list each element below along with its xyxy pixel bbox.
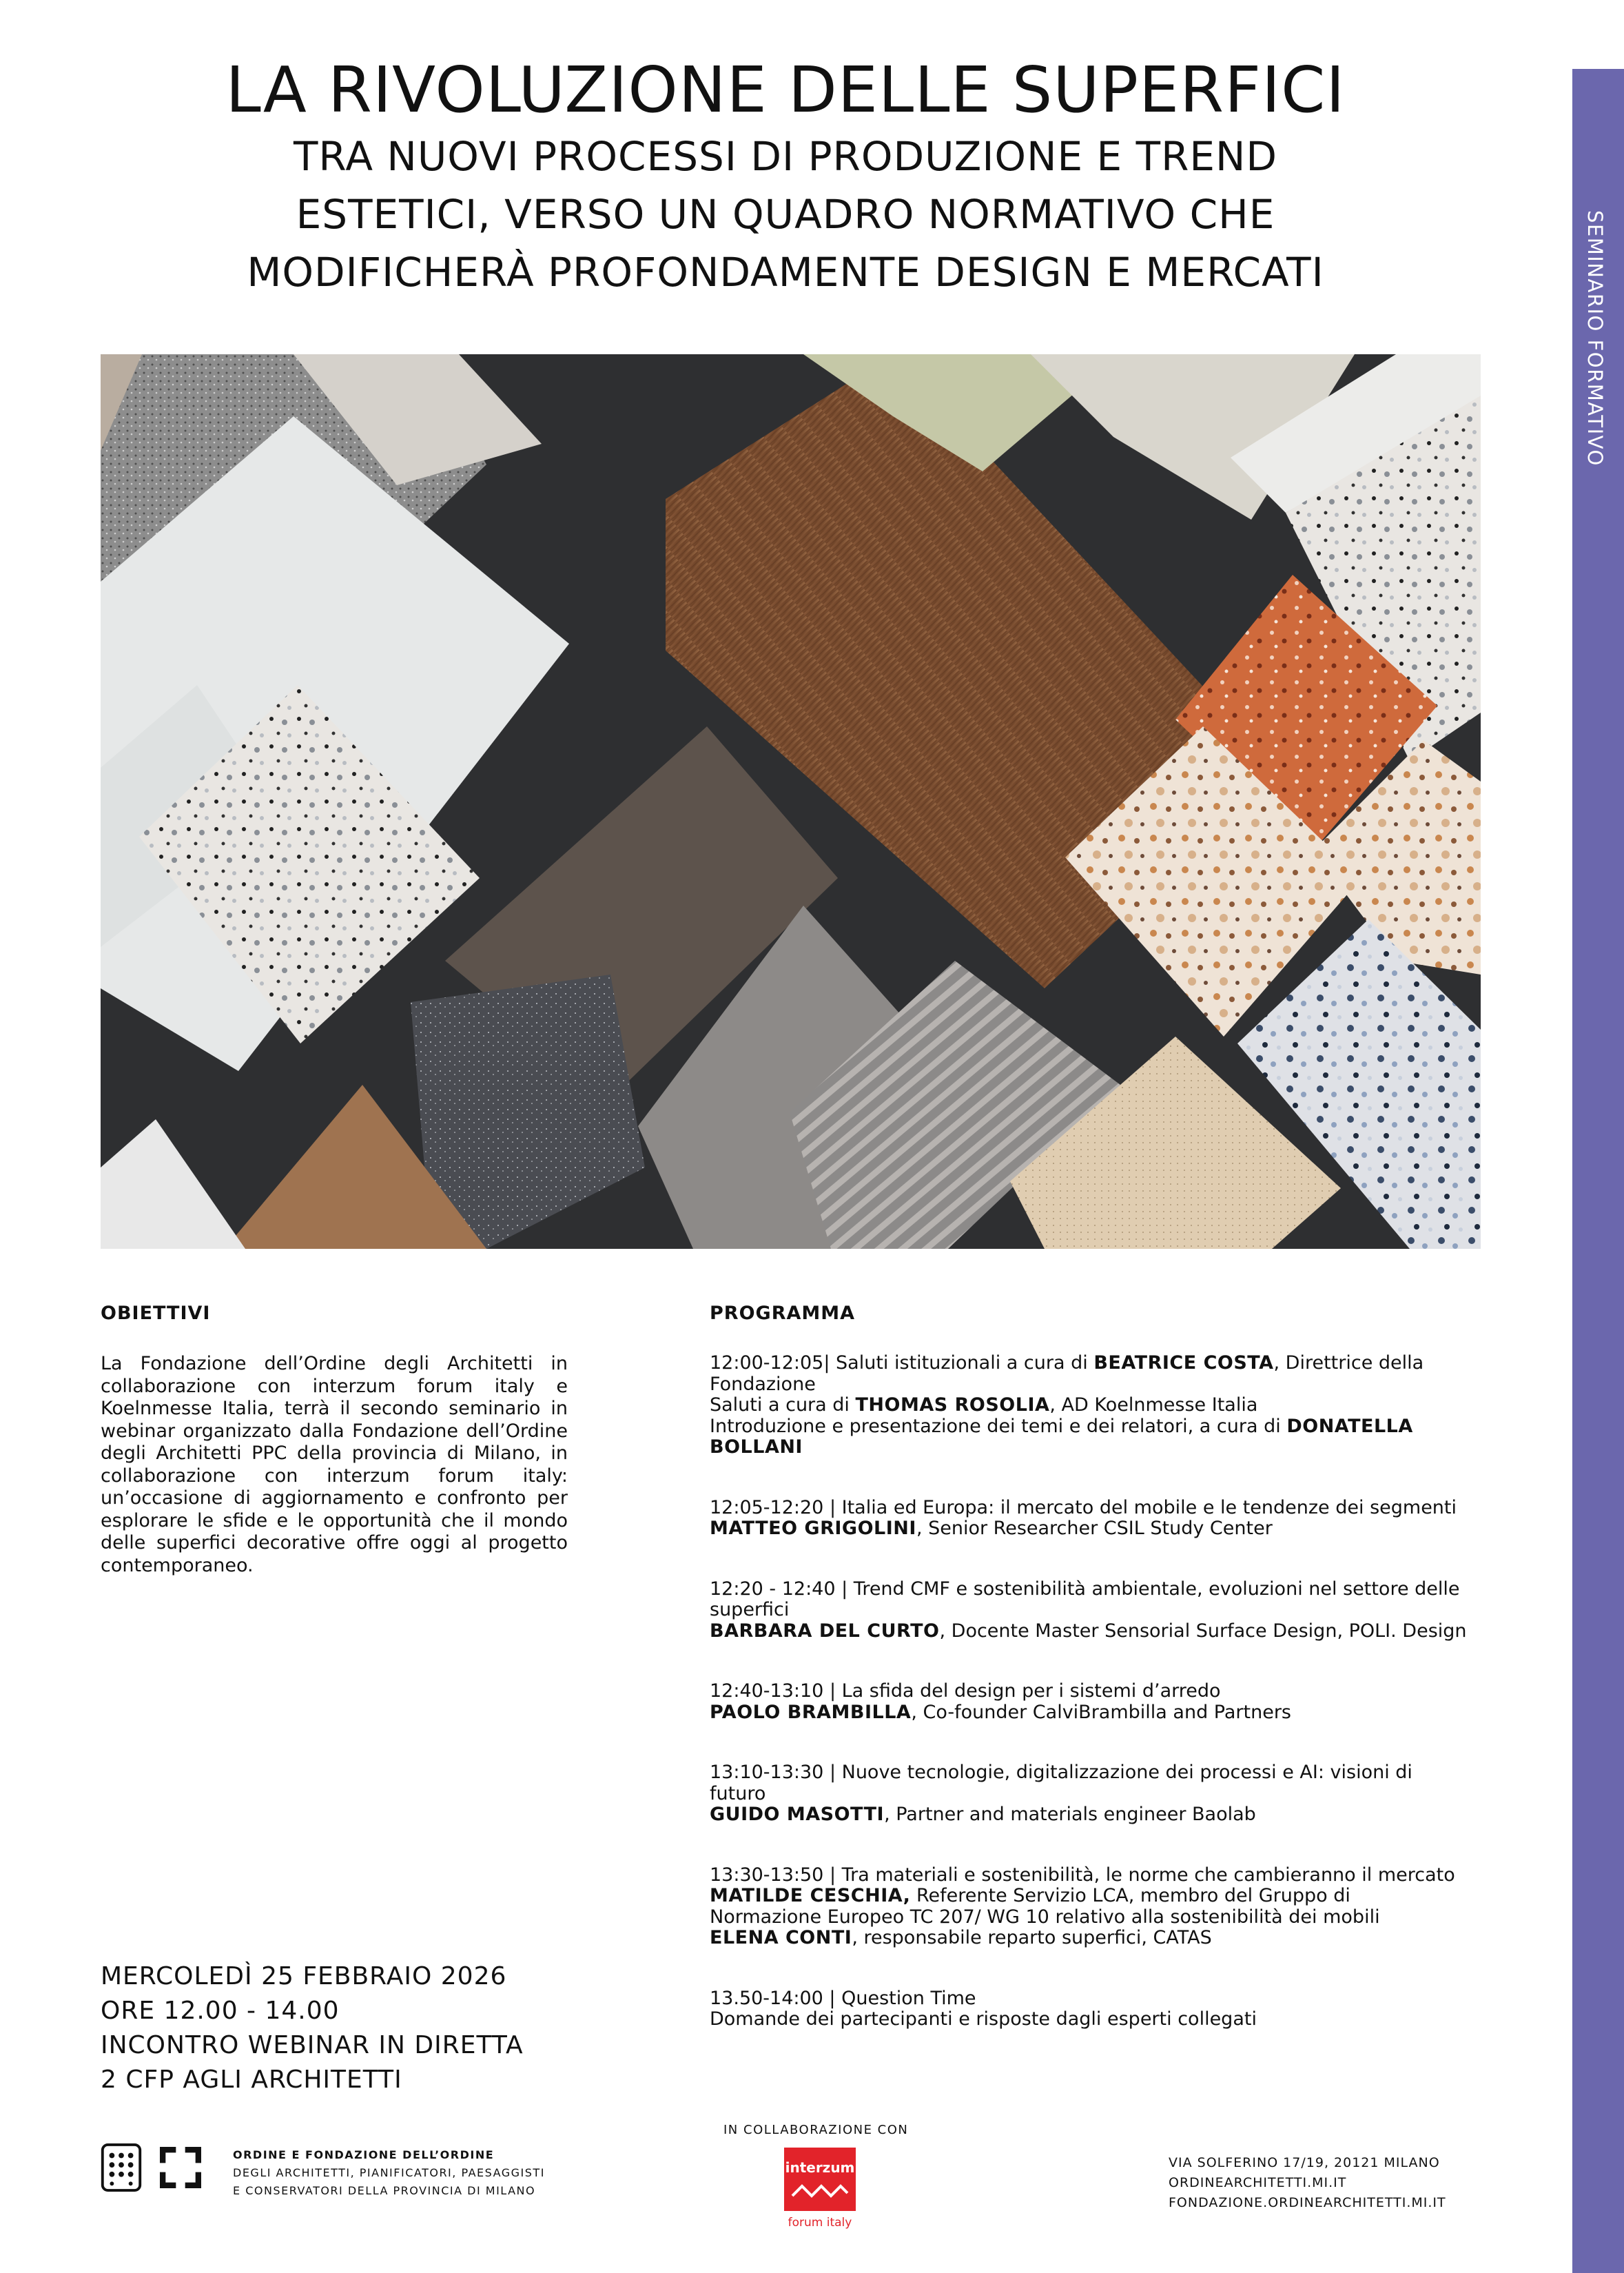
interzum-logo — [784, 2148, 856, 2230]
programme-text: 12:05-12:20 | Italia ed Europa: il mercato del mobile e le tendenze dei segmenti — [710, 1496, 1457, 1518]
organizer-line: DEGLI ARCHITETTI, PIANIFICATORI, PAESAGGISTI — [233, 2166, 545, 2179]
programme-text: , Co-founder CalviBrambilla and Partners — [911, 1701, 1291, 1723]
programme-line — [710, 1416, 1468, 1458]
interzum-logo-text: interzum — [785, 2159, 855, 2176]
collaboration-label: IN COLLABORAZIONE CON — [723, 2123, 909, 2137]
programme-line — [710, 1681, 1468, 1702]
programme-text: Introduzione e presentazione dei temi e dei relatori, a cura di — [710, 1415, 1287, 1437]
programme-text: Domande dei partecipanti e risposte dagli esperti collegati — [710, 2008, 1257, 2030]
programme-text: Saluti a cura di — [710, 1394, 856, 1416]
programme-text: 13.50-14:00 | Question Time — [710, 1987, 976, 2009]
programme-line — [710, 1498, 1468, 1519]
speaker-name: THOMAS ROSOLIA — [855, 1394, 1050, 1416]
programme-text: , responsabile reparto superfici, CATAS — [852, 1927, 1212, 1948]
programme-line — [710, 1395, 1468, 1416]
programme-text: , Direttrice della Fondazione — [710, 1352, 1424, 1395]
programme-item — [710, 1681, 1468, 1723]
programme-heading: PROGRAMMA — [710, 1303, 856, 1324]
programme-text: , Senior Researcher CSIL Study Center — [916, 1518, 1273, 1539]
programme-line — [710, 2009, 1468, 2030]
event-date: MERCOLEDÌ 25 FEBBRAIO 2026 — [101, 1962, 507, 1990]
page-subtitle — [0, 128, 1571, 301]
programme-item — [710, 1579, 1468, 1642]
address-link-ordine[interactable]: ORDINEARCHITETTI.MI.IT — [1169, 2175, 1347, 2190]
speaker-name: BARBARA DEL CURTO — [710, 1620, 940, 1642]
page-title: LA RIVOLUZIONE DELLE SUPERFICI — [225, 53, 1346, 127]
programme-line — [710, 1865, 1468, 1886]
programme-text: , Partner and materials engineer Baolab — [884, 1804, 1256, 1825]
organizer-logo — [101, 2143, 638, 2199]
speaker-name: MATTEO GRIGOLINI — [710, 1518, 916, 1539]
programme-text: 12:20 - 12:40 | Trend CMF e sostenibilità ambientale, evoluzioni nel settore delle superfici — [710, 1578, 1460, 1620]
materials-photo — [101, 354, 1481, 1249]
programme-line — [710, 1886, 1468, 1928]
programme-line — [710, 1928, 1468, 1949]
side-band — [1572, 69, 1624, 2273]
programme-text: 13:10-13:30 | Nuove tecnologie, digitalizzazione dei processi e AI: visioni di futuro — [710, 1762, 1412, 1804]
programme-line — [710, 1702, 1468, 1724]
event-time: ORE 12.00 - 14.00 — [101, 1997, 340, 2025]
subtitle-line: TRA NUOVI PROCESSI DI PRODUZIONE E TREND — [293, 133, 1278, 180]
speaker-name: GUIDO MASOTTI — [710, 1804, 885, 1825]
objectives-text: La Fondazione dell’Ordine degli Architetti in collaborazione con interzum forum italy e Koelnmesse Italia, terrà il secondo seminario in webinar organizzato dalla Fondazione dell’Ordine degli Architetti PPC della provincia di Milano, in collaborazione con interzum forum italy: un’occasione di aggiornamento e confronto per esplorare le sfide e le opportunità che il mondo delle superfici decorative offre oggi al progetto contemporaneo. — [101, 1353, 568, 1576]
programme-item — [710, 1353, 1468, 1458]
programme-line — [710, 1621, 1468, 1642]
programme-item — [710, 1762, 1468, 1826]
speaker-name: BEATRICE COSTA — [1093, 1352, 1274, 1374]
organizer-text — [233, 2146, 545, 2200]
address-link-fondazione[interactable]: FONDAZIONE.ORDINEARCHITETTI.MI.IT — [1169, 2195, 1446, 2210]
side-label: SEMINARIO FORMATIVO — [1583, 210, 1607, 467]
programme-item — [710, 1498, 1468, 1540]
programme-text: , AD Koelnmesse Italia — [1049, 1394, 1258, 1416]
programme-line — [710, 1988, 1468, 2010]
event-format: INCONTRO WEBINAR IN DIRETTA — [101, 2031, 524, 2059]
programme-line — [710, 1518, 1468, 1540]
interzum-logo-subtext: forum italy — [788, 2216, 852, 2230]
programme-line — [710, 1762, 1468, 1804]
event-info — [101, 1959, 524, 2097]
programme-line — [710, 1353, 1468, 1395]
speaker-name: DONATELLA BOLLANI — [710, 1415, 1413, 1458]
fondazione-icon — [160, 2143, 201, 2192]
organizer-line: E CONSERVATORI DELLA PROVINCIA DI MILANO — [233, 2184, 536, 2197]
event-credits: 2 CFP AGLI ARCHITETTI — [101, 2066, 402, 2094]
programme-text: 13:30-13:50 | Tra materiali e sostenibilità, le norme che cambieranno il mercato — [710, 1864, 1455, 1886]
programme-list — [710, 1353, 1468, 2030]
speaker-name: MATILDE CESCHIA, — [710, 1885, 911, 1906]
address-street: VIA SOLFERINO 17/19, 20121 MILANO — [1169, 2155, 1440, 2170]
programme-item — [710, 1865, 1468, 1949]
address-block — [1169, 2153, 1446, 2213]
ordine-icon — [101, 2143, 142, 2192]
objectives-section — [101, 1303, 568, 1577]
objectives-heading: OBIETTIVI — [101, 1303, 211, 1324]
subtitle-line: ESTETICI, VERSO UN QUADRO NORMATIVO CHE — [296, 191, 1275, 238]
programme-text: , Docente Master Sensorial Surface Design, POLI. Design — [939, 1620, 1467, 1642]
speaker-name: PAOLO BRAMBILLA — [710, 1701, 912, 1723]
programme-line — [710, 1579, 1468, 1621]
programme-text: 12:40-13:10 | La sfida del design per i sistemi d’arredo — [710, 1680, 1221, 1702]
subtitle-line: MODIFICHERÀ PROFONDAMENTE DESIGN E MERCATI — [247, 249, 1324, 296]
organizer-name: ORDINE E FONDAZIONE DELL’ORDINE — [233, 2148, 495, 2161]
programme-line — [710, 1804, 1468, 1826]
speaker-name: ELENA CONTI — [710, 1927, 852, 1948]
programme-item — [710, 1988, 1468, 2030]
programme-section — [710, 1303, 1468, 2070]
programme-text: Referente Servizio LCA, membro del Gruppo di Normazione Europeo TC 207/ WG 10 relativo alla sostenibilità dei mobili — [710, 1885, 1380, 1928]
programme-text: 12:00-12:05| Saluti istituzionali a cura di — [710, 1352, 1094, 1374]
